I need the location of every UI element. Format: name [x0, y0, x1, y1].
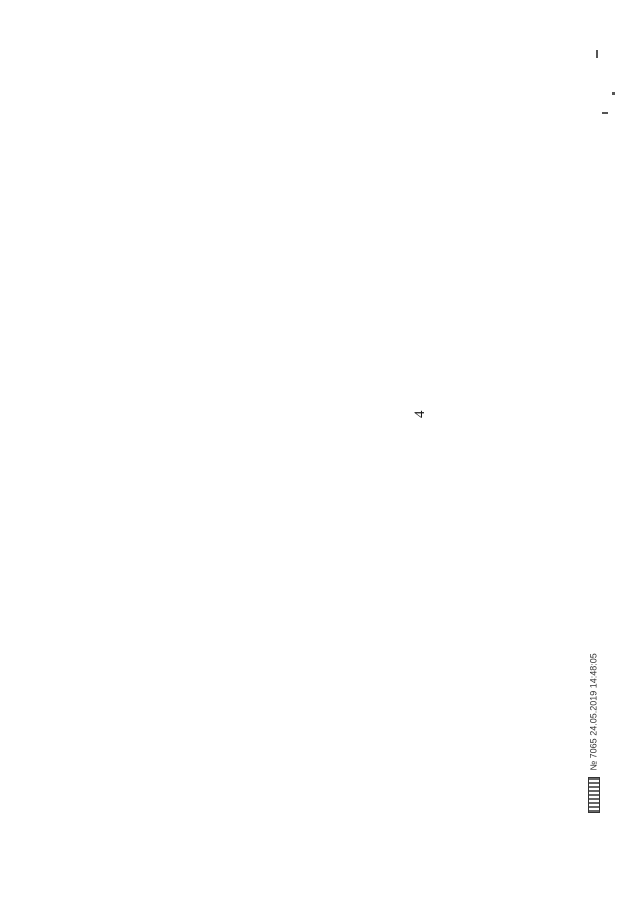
scan-mark	[602, 112, 608, 114]
registration-stamp	[588, 653, 600, 813]
stamp-doc-number: № 7065	[588, 738, 599, 771]
scan-mark	[596, 50, 598, 58]
scan-mark	[612, 92, 615, 95]
page-number: 4	[412, 410, 428, 418]
barcode-icon	[588, 777, 600, 813]
stamp-datetime: 24.05.2019 14:48:05	[588, 653, 599, 736]
